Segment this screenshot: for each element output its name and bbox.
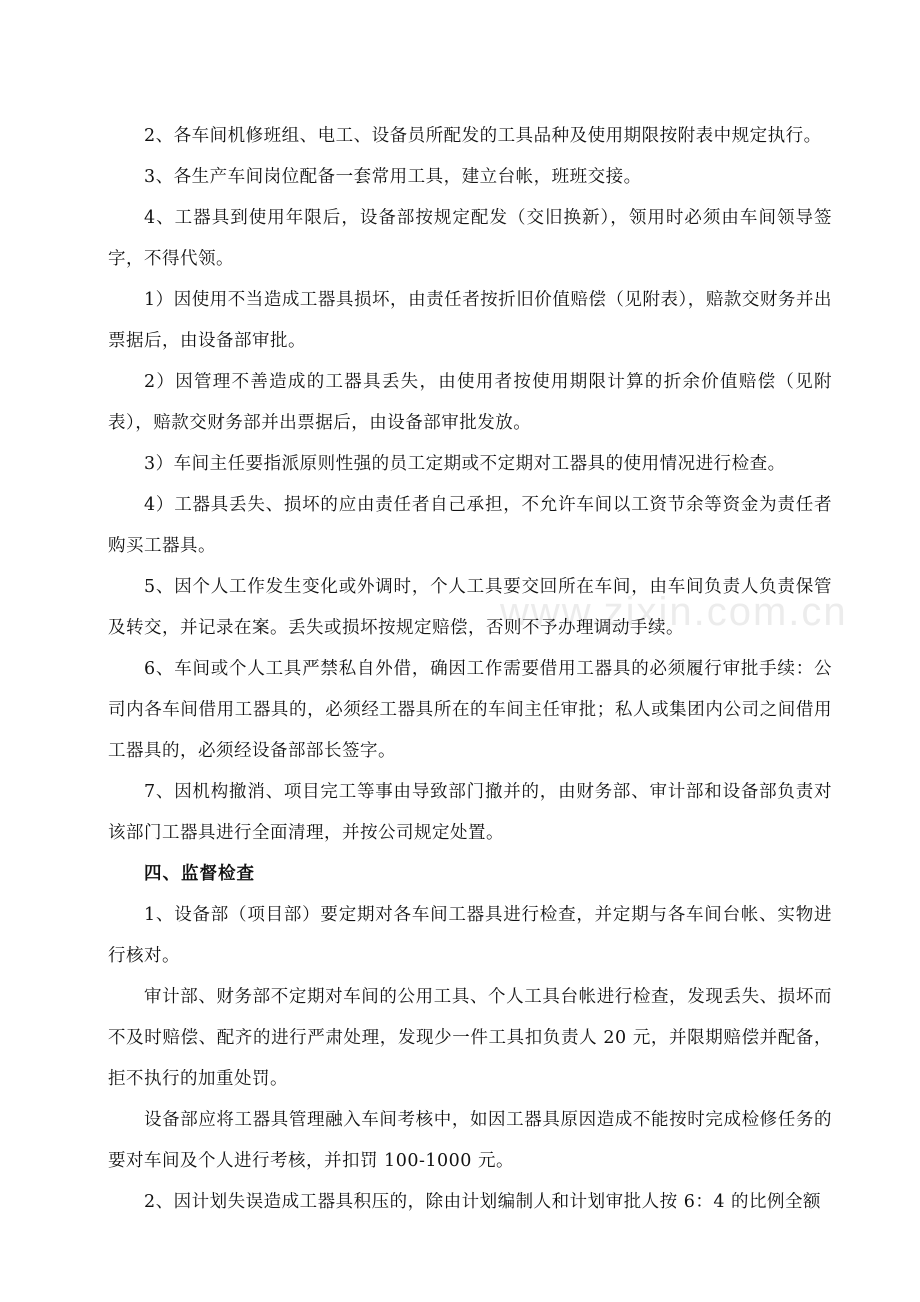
paragraph: 4）工器具丢失、损坏的应由责任者自己承担，不允许车间以工资节余等资金为责任者购买工器具。 [108, 495, 832, 556]
watermark: www.zixin.com.cn [500, 590, 848, 634]
paragraph: 1、设备部（项目部）要定期对各车间工器具进行检查，并定期与各车间台帐、实物进行核对。 [108, 905, 832, 966]
paragraph: 5、因个人工作发生变化或外调时，个人工具要交回所在车间，由车间负责人负责保管及转交，并记录在案。丢失或损坏按规定赔偿，否则不予办理调动手续。 [108, 577, 832, 638]
paragraph: 3）车间主任要指派原则性强的员工定期或不定期对工器具的使用情况进行检查。 [144, 454, 786, 474]
paragraph: 1）因使用不当造成工器具损坏，由责任者按折旧价值赔偿（见附表），赔款交财务并出票据后，由设备部审批。 [108, 290, 832, 351]
paragraph: 7、因机构撤消、项目完工等事由导致部门撤并的，由财务部、审计部和设备部负责对该部门工器具进行全面清理，并按公司规定处置。 [108, 782, 832, 843]
document-body [108, 116, 832, 1223]
paragraph: 2）因管理不善造成的工器具丢失，由使用者按使用期限计算的折余价值赔偿（见附表），赔款交财务部并出票据后，由设备部审批发放。 [108, 372, 832, 433]
paragraph: 2、因计划失误造成工器具积压的，除由计划编制人和计划审批人按 6：4 的比例全额 [144, 1192, 822, 1212]
paragraph: 审计部、财务部不定期对车间的公用工具、个人工具台帐进行检查，发现丢失、损坏而不及时赔偿、配齐的进行严肃处理，发现少一件工具扣负责人 20 元，并限期赔偿并配备，拒不执行的加重处罚。 [108, 987, 833, 1089]
paragraph: 设备部应将工器具管理融入车间考核中，如因工器具原因造成不能按时完成检修任务的要对车间及个人进行考核，并扣罚 100-1000 元。 [108, 1110, 832, 1171]
section-heading: 四、监督检查 [144, 864, 255, 884]
paragraph: 3、各生产车间岗位配备一套常用工具，建立台帐，班班交接。 [144, 167, 642, 187]
paragraph: 6、车间或个人工具严禁私自外借，确因工作需要借用工器具的必须履行审批手续：公司内各车间借用工器具的，必须经工器具所在的车间主任审批；私人或集团内公司之间借用工器具的，必须经设备部部长签字。 [108, 659, 832, 761]
paragraph: 2、各车间机修班组、电工、设备员所配发的工具品种及使用期限按附表中规定执行。 [144, 126, 822, 146]
paragraph: 4、工器具到使用年限后，设备部按规定配发（交旧换新），领用时必须由车间领导签字，不得代领。 [108, 208, 832, 269]
